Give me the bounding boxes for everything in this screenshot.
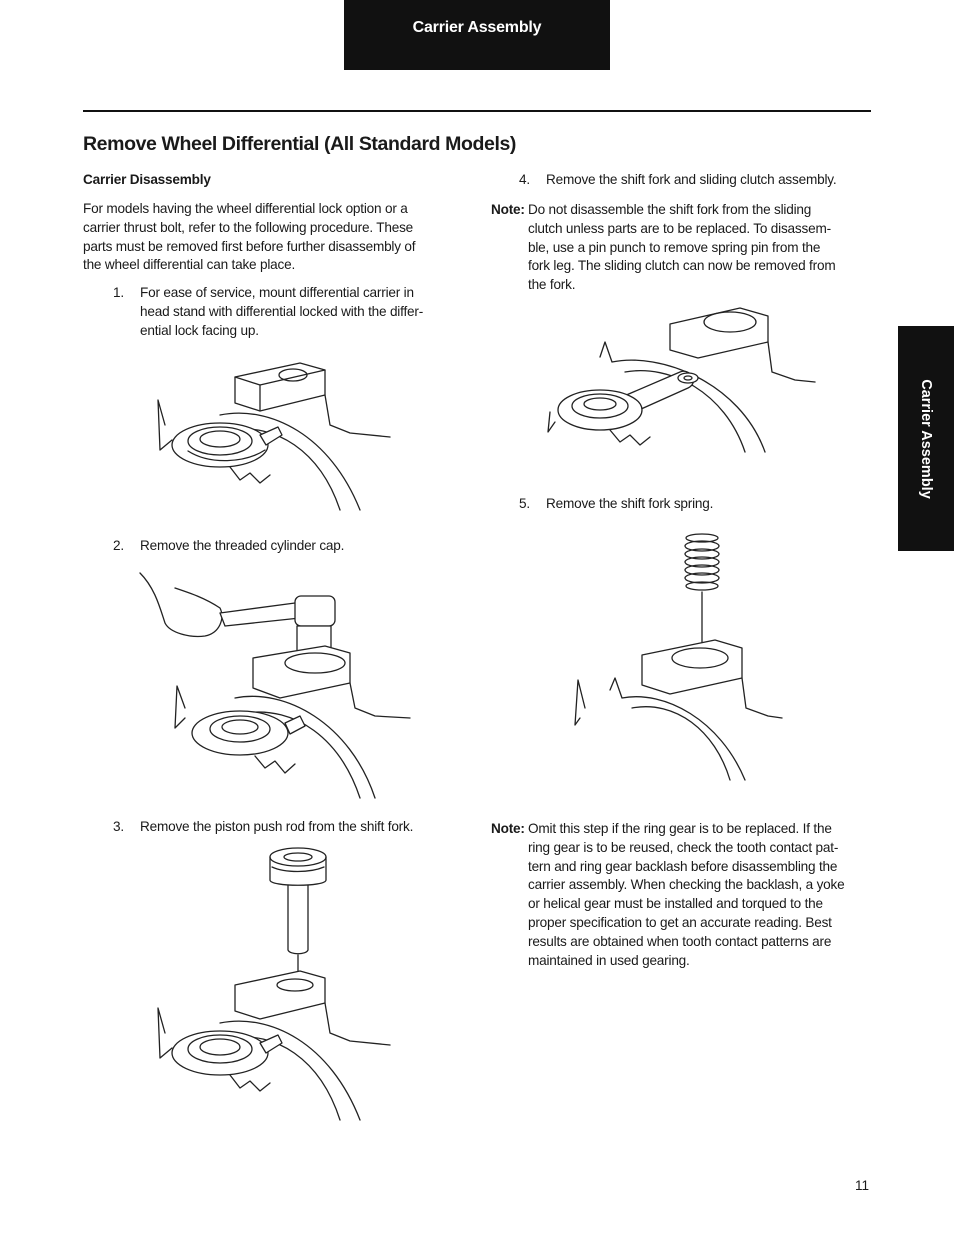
note-line: results are obtained when tooth contact patterns are	[528, 933, 832, 949]
header-rule	[83, 110, 871, 112]
page-number: 11	[855, 1178, 870, 1193]
figure-differential-lock-carrier	[150, 355, 400, 515]
subheading: Carrier Disassembly	[83, 172, 211, 187]
step-line: Remove the piston push rod from the shift fork.	[140, 819, 414, 834]
figure-remove-cylinder-cap	[135, 568, 415, 803]
step-number: 2.	[113, 538, 124, 553]
note-line: clutch unless parts are to be replaced. To disassem-	[528, 220, 831, 236]
step-line: Remove the threaded cylinder cap.	[140, 538, 345, 553]
side-tab-label: Carrier Assembly	[918, 378, 934, 499]
note-line: Omit this step if the ring gear is to be replaced. If the	[528, 821, 832, 836]
step-line: head stand with differential locked with the differ-	[140, 303, 424, 319]
note-label: Note:	[491, 821, 525, 836]
note-line: ring gear is to be reused, check the tooth contact pat-	[528, 839, 839, 855]
step-number: 3.	[113, 819, 124, 834]
note-line: tern and ring gear backlash before disassembling the	[528, 858, 838, 874]
side-tab	[898, 326, 954, 551]
page-title: Remove Wheel Differential (All Standard Models)	[83, 133, 517, 155]
note-line: or helical gear must be installed and torqued to the	[528, 896, 823, 912]
intro-paragraph	[83, 200, 415, 275]
step-number: 4.	[519, 172, 530, 187]
figure-piston-push-rod	[150, 845, 400, 1125]
note-label: Note:	[491, 202, 525, 217]
intro-line: the wheel differential can take place.	[83, 257, 296, 273]
figure-shift-fork-spring	[570, 530, 785, 785]
intro-line: For models having the wheel differential lock option or a	[83, 201, 408, 216]
note-line: the fork.	[528, 277, 576, 293]
note-line: maintained in used gearing.	[528, 952, 690, 968]
note-line: carrier assembly. When checking the backlash, a yoke	[528, 877, 845, 893]
step-line: Remove the shift fork spring.	[546, 496, 714, 511]
note-line: proper specification to get an accurate reading. Best	[528, 914, 832, 930]
note-line: Do not disassemble the shift fork from the sliding	[528, 202, 812, 217]
intro-line: carrier thrust bolt, refer to the following procedure. These	[83, 219, 414, 235]
figure-shift-fork-clutch	[540, 302, 820, 457]
step-number: 5.	[519, 496, 530, 511]
section-tab: Carrier Assembly	[344, 0, 610, 70]
intro-line: parts must be removed first before further disassembly of	[83, 238, 416, 254]
note-line: fork leg. The sliding clutch can now be removed from	[528, 258, 836, 274]
note-line: ble, use a pin punch to remove spring pin from the	[528, 239, 821, 255]
step-number: 1.	[113, 285, 124, 300]
step-line: For ease of service, mount differential carrier in	[140, 285, 414, 300]
step-line: ential lock facing up.	[140, 322, 259, 338]
step-line: Remove the shift fork and sliding clutch assembly.	[546, 172, 837, 187]
